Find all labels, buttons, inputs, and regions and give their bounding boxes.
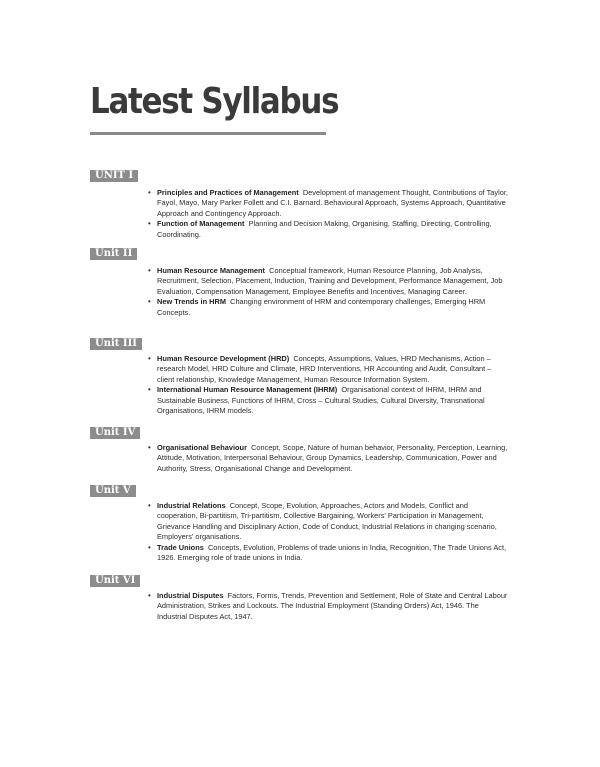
topic-description: Concept, Scope, Evolution, Approaches, Actors and Models, Conflict and cooperation, Bi-partitism, Tri-partitism, Collective Bargaining, Workers' Participation in Management, Grievance Handling and Disciplinary Action, Code of Conduct, Industrial Relations in changing scenario, Employers' organisations. <box>157 501 497 542</box>
topic-heading: Organisational Behaviour <box>157 443 247 452</box>
unit-1-section <box>90 165 510 240</box>
topic-description: Changing environment of HRM and contemporary challenges, Emerging HRM Concepts. <box>157 297 486 317</box>
list-item <box>90 385 510 416</box>
bullet-icon: • <box>148 443 151 452</box>
list-item <box>90 188 510 219</box>
list-item <box>90 266 510 297</box>
unit-4-section <box>90 422 510 474</box>
topic-description: Conceptual framework, Human Resource Planning, Job Analysis, Recruitment, Selection, Placement, Induction, Training and Development, Performance Management, Job Evaluation, Compensation Management, Employee Benefits and Incentives, Managing Career. <box>157 266 503 296</box>
unit-topic-list <box>90 501 510 563</box>
list-item <box>90 591 510 622</box>
list-item <box>90 297 510 318</box>
unit-badge: Unit V <box>90 485 136 497</box>
unit-topic-list <box>90 591 510 622</box>
unit-badge: Unit II <box>90 248 137 260</box>
unit-2-section <box>90 243 510 318</box>
title-underline <box>90 132 326 135</box>
topic-description: Concept, Scope, Nature of human behavior, Personality, Perception, Learning, Attitude, Motivation, Interpersonal Behaviour, Group Dynamics, Leadership, Communication, Power and Authority, Stress, Organisational Change and Development. <box>157 443 508 473</box>
topic-description: Factors, Forms, Trends, Prevention and Settlement, Role of State and Central Labour Administration, Strikes and Lockouts. The Industrial Employment (Standing Orders) Act, 1946. The Industrial Disputes Act, 1947. <box>157 591 508 621</box>
bullet-icon: • <box>148 591 151 600</box>
unit-topic-list <box>90 354 510 416</box>
topic-heading: International Human Resource Management (IHRM) <box>157 385 338 395</box>
topic-heading: Trade Unions <box>157 542 204 552</box>
unit-3-section <box>90 333 510 416</box>
list-item <box>90 501 510 543</box>
topic-description: Concepts, Assumptions, Values, HRD Mechanisms, Action – research Model, HRD Culture and Climate, HRD Interventions, HR Accounting and Audit, Consultant – client relationship, Knowledge Management, Human Resource Information System. <box>157 354 492 384</box>
topic-description: Development of management Thought, Contributions of Taylor, Fayol, Mayo, Mary Parker Follett and C.I. Barnard. Behavioural Approach, Systems Approach, Quantitative Approach and Contingency Approach. <box>157 188 508 218</box>
bullet-icon: • <box>148 297 151 307</box>
topic-description: Organisational context of IHRM, IHRM and Sustainable Business, Functions of IHRM, Cross – Cultural Studies, Cultural Diversity, Transnational Organisations, IHRM models. <box>157 385 485 416</box>
topic-heading: Human Resource Management <box>157 266 266 275</box>
topic-heading: Principles and Practices of Management <box>157 188 299 197</box>
unit-topic-list <box>90 266 510 318</box>
bullet-icon: • <box>148 501 151 510</box>
unit-topic-list <box>90 443 510 474</box>
unit-badge: Unit VI <box>90 575 140 587</box>
list-item <box>90 443 510 474</box>
bullet-icon: • <box>148 266 151 275</box>
unit-5-section <box>90 480 510 563</box>
page-title: Latest Syllabus <box>90 81 339 122</box>
bullet-icon: • <box>148 188 151 197</box>
bullet-icon: • <box>148 542 151 552</box>
topic-heading: Human Resource Development (HRD) <box>157 354 290 363</box>
list-item <box>90 543 510 564</box>
unit-6-section <box>90 570 510 622</box>
topic-heading: Function of Management <box>157 219 245 229</box>
topic-heading: New Trends in HRM <box>157 297 226 307</box>
bullet-icon: • <box>148 219 151 229</box>
unit-badge: UNIT I <box>90 170 138 182</box>
unit-badge: Unit III <box>90 338 142 350</box>
list-item <box>90 354 510 385</box>
bullet-icon: • <box>148 385 151 395</box>
topic-heading: Industrial Relations <box>157 501 226 510</box>
unit-badge: Unit IV <box>90 427 140 439</box>
topic-description: Planning and Decision Making, Organising, Staffing, Directing, Controlling, Coordinating. <box>157 219 492 239</box>
unit-topic-list <box>90 188 510 240</box>
list-item <box>90 219 510 240</box>
topic-heading: Industrial Disputes <box>157 591 224 600</box>
topic-description: Concepts, Evolution, Problems of trade unions in India, Recognition, The Trade Unions Act, 1926. Emerging role of trade unions in India. <box>157 542 507 563</box>
bullet-icon: • <box>148 354 151 363</box>
